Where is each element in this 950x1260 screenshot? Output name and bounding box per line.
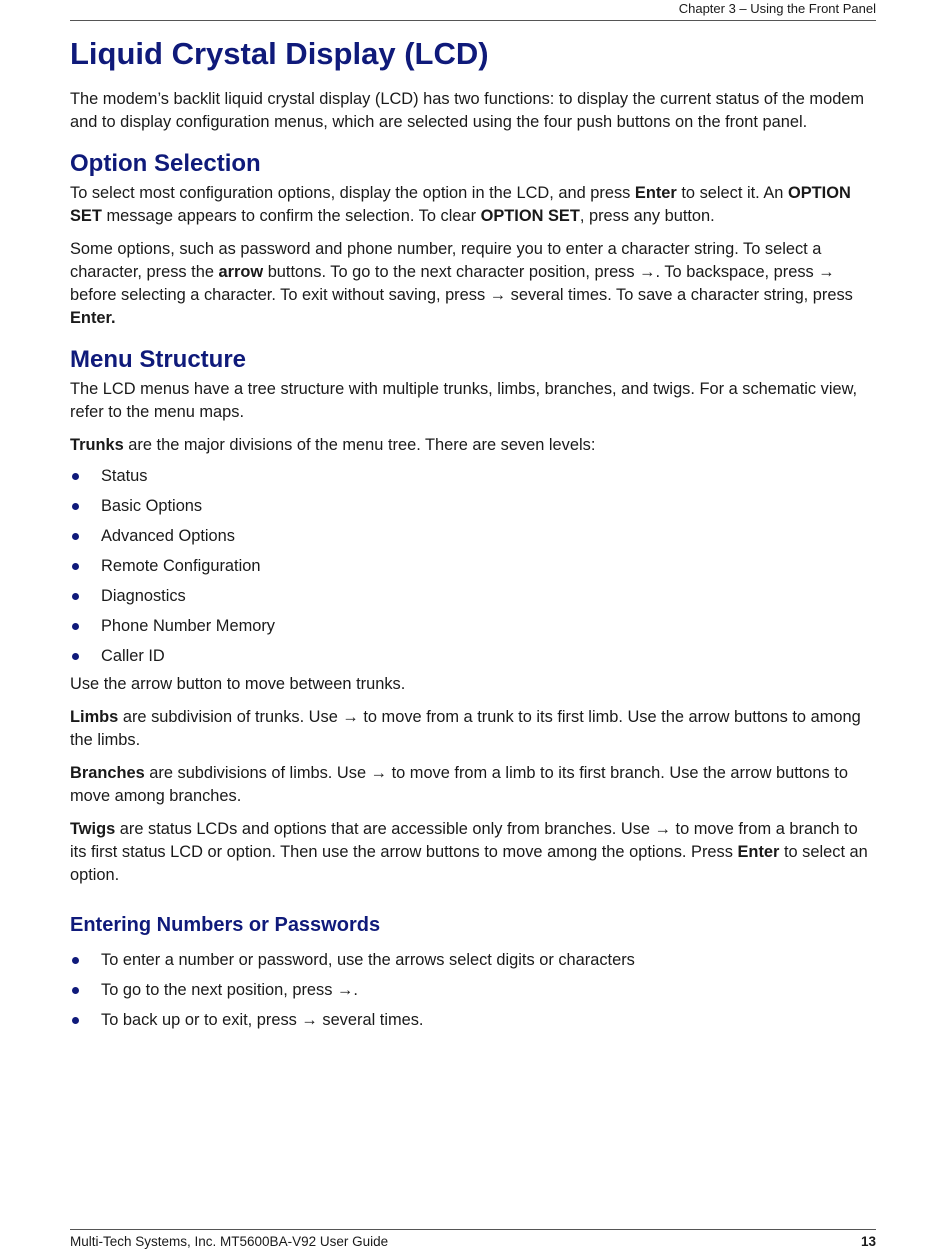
list-item: Phone Number Memory (70, 611, 876, 641)
bullet-icon (72, 473, 79, 480)
bullet-icon (72, 593, 79, 600)
option-selection-heading: Option Selection (70, 150, 261, 177)
bullet-icon (72, 503, 79, 510)
page-content (70, 30, 876, 1035)
entering-list (70, 945, 876, 1035)
page-title: Liquid Crystal Display (LCD) (70, 36, 489, 71)
bullet-icon (72, 987, 79, 994)
list-item: Diagnostics (70, 581, 876, 611)
option-selection-paragraph-2: Some options, such as password and phone number, require you to enter a character string. To select a character, press the arrow buttons. To go to the next character position, press →. To backspace, press → before selecting a character. To exit without saving, press → several times. To save a character string, press Enter. (70, 240, 853, 327)
list-item: Advanced Options (70, 521, 876, 551)
intro-paragraph: The modem’s backlit liquid crystal display (LCD) has two functions: to display the current status of the modem and to display configuration menus, which are selected using the four push buttons on the front panel. (70, 90, 865, 131)
list-item: To go to the next position, press →. (70, 975, 876, 1005)
arrow-note-paragraph: Use the arrow button to move between trunks. (70, 675, 406, 693)
branches-paragraph: Branches are subdivisions of limbs. Use → to move from a limb to its first branch. Use the arrow buttons to move among branches. (70, 764, 848, 805)
bullet-icon (72, 563, 79, 570)
bullet-icon (72, 623, 79, 630)
bullet-icon (72, 957, 79, 964)
bullet-icon (72, 1017, 79, 1024)
running-footer (70, 1229, 876, 1254)
trunk-list (70, 461, 876, 671)
menu-structure-paragraph: The LCD menus have a tree structure with multiple trunks, limbs, branches, and twigs. For a schematic view, refer to the menu maps. (70, 380, 858, 421)
footer-doc-title: Multi-Tech Systems, Inc. MT5600BA-V92 User Guide (70, 1234, 389, 1249)
list-item: Caller ID (70, 641, 876, 671)
chapter-title: Chapter 3 – Using the Front Panel (678, 1, 876, 16)
list-item: Status (70, 461, 876, 491)
list-item: To enter a number or password, use the arrows select digits or characters (70, 945, 876, 975)
twigs-paragraph: Twigs are status LCDs and options that are accessible only from branches. Use → to move from a branch to its first status LCD or option. Then use the arrow buttons to move among the options. Press Enter to select an option. (70, 820, 868, 884)
bullet-icon (72, 533, 79, 540)
limbs-paragraph: Limbs are subdivision of trunks. Use → to move from a trunk to its first limb. Use the arrow buttons to among the limbs. (70, 708, 861, 749)
list-item: Remote Configuration (70, 551, 876, 581)
bullet-icon (72, 653, 79, 660)
running-header (70, 0, 876, 21)
list-item: To back up or to exit, press → several times. (70, 1005, 876, 1035)
menu-structure-heading: Menu Structure (70, 346, 247, 373)
page-number: 13 (860, 1234, 876, 1249)
list-item: Basic Options (70, 491, 876, 521)
entering-numbers-heading: Entering Numbers or Passwords (70, 914, 381, 936)
trunks-paragraph: Trunks are the major divisions of the menu tree. There are seven levels: (70, 436, 596, 454)
option-selection-paragraph-1: To select most configuration options, display the option in the LCD, and press Enter to select it. An OPTION SET message appears to confirm the selection. To clear OPTION SET, press any button. (70, 184, 851, 225)
